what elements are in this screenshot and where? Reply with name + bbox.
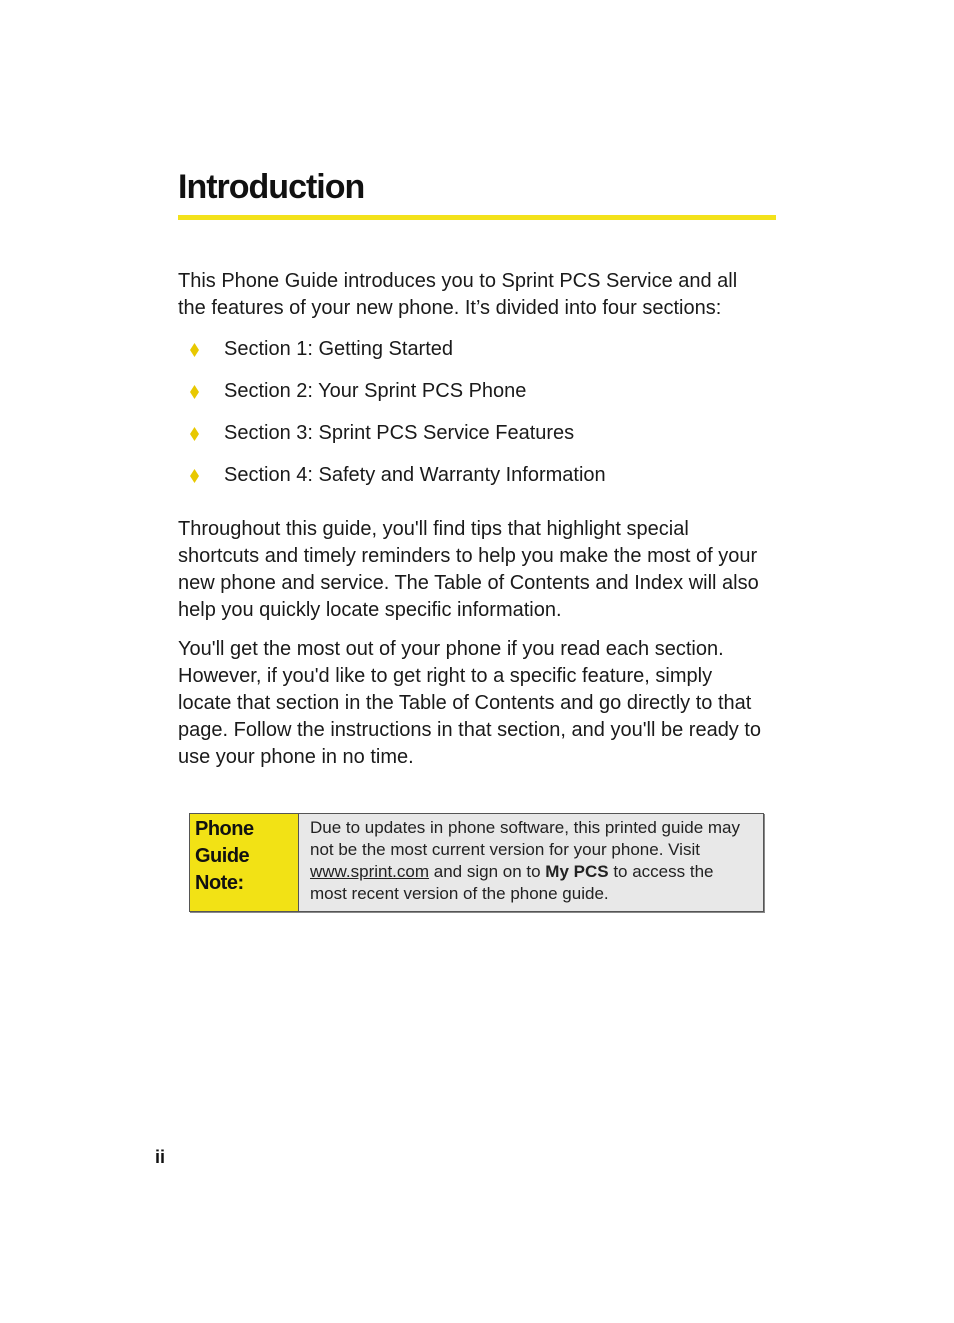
phone-guide-note: [189, 813, 764, 912]
my-pcs-label: My PCS: [545, 862, 609, 881]
main-content: [178, 268, 768, 783]
diamond-bullet-icon: [190, 469, 199, 483]
diamond-bullet-icon: [190, 385, 199, 399]
diamond-bullet-icon: [190, 427, 199, 441]
list-item: [178, 462, 768, 504]
intro-paragraph: This Phone Guide introduces you to Sprint PCS Service and all the features of your new phone. It’s divided into four sections:: [178, 270, 738, 319]
note-label-line: Guide: [195, 845, 250, 867]
list-item: [178, 378, 768, 420]
usage-paragraph: You'll get the most out of your phone if you read each section. However, if you'd like to get right to a specific feature, simply locate that section in the Table of Contents and go directly to that page. Follow the instructions in that section, and you'll be ready to use your phone in no time.: [178, 638, 762, 768]
section-item-label: Section 4: Safety and Warranty Information: [224, 464, 606, 486]
title-underline: [178, 215, 776, 220]
note-text: Due to updates in phone software, this printed guide may not be the most current version for your phone. Visit: [310, 818, 740, 859]
note-body: [299, 814, 763, 911]
note-label-line: Note:: [195, 872, 244, 894]
section-item-label: Section 2: Your Sprint PCS Phone: [224, 380, 527, 402]
sprint-website-link[interactable]: www.sprint.com: [310, 862, 430, 881]
diamond-bullet-icon: [190, 343, 199, 357]
note-text: to access the most recent version of the phone guide.: [310, 862, 714, 903]
list-item: [178, 420, 768, 462]
tips-paragraph: Throughout this guide, you'll find tips that highlight special shortcuts and timely reminders to help you make the most of your new phone and service. The Table of Contents and Index will also help you quickly locate specific information.: [178, 518, 759, 621]
section-item-label: Section 3: Sprint PCS Service Features: [224, 422, 575, 444]
note-label-line: Phone: [195, 818, 254, 840]
note-text: and sign on to: [429, 862, 546, 881]
section-item-label: Section 1: Getting Started: [224, 338, 454, 360]
section-list: [178, 336, 768, 504]
note-label: [190, 814, 299, 911]
page-title: Introduction: [178, 168, 365, 206]
page-number: ii: [155, 1147, 166, 1167]
list-item: [178, 336, 768, 378]
